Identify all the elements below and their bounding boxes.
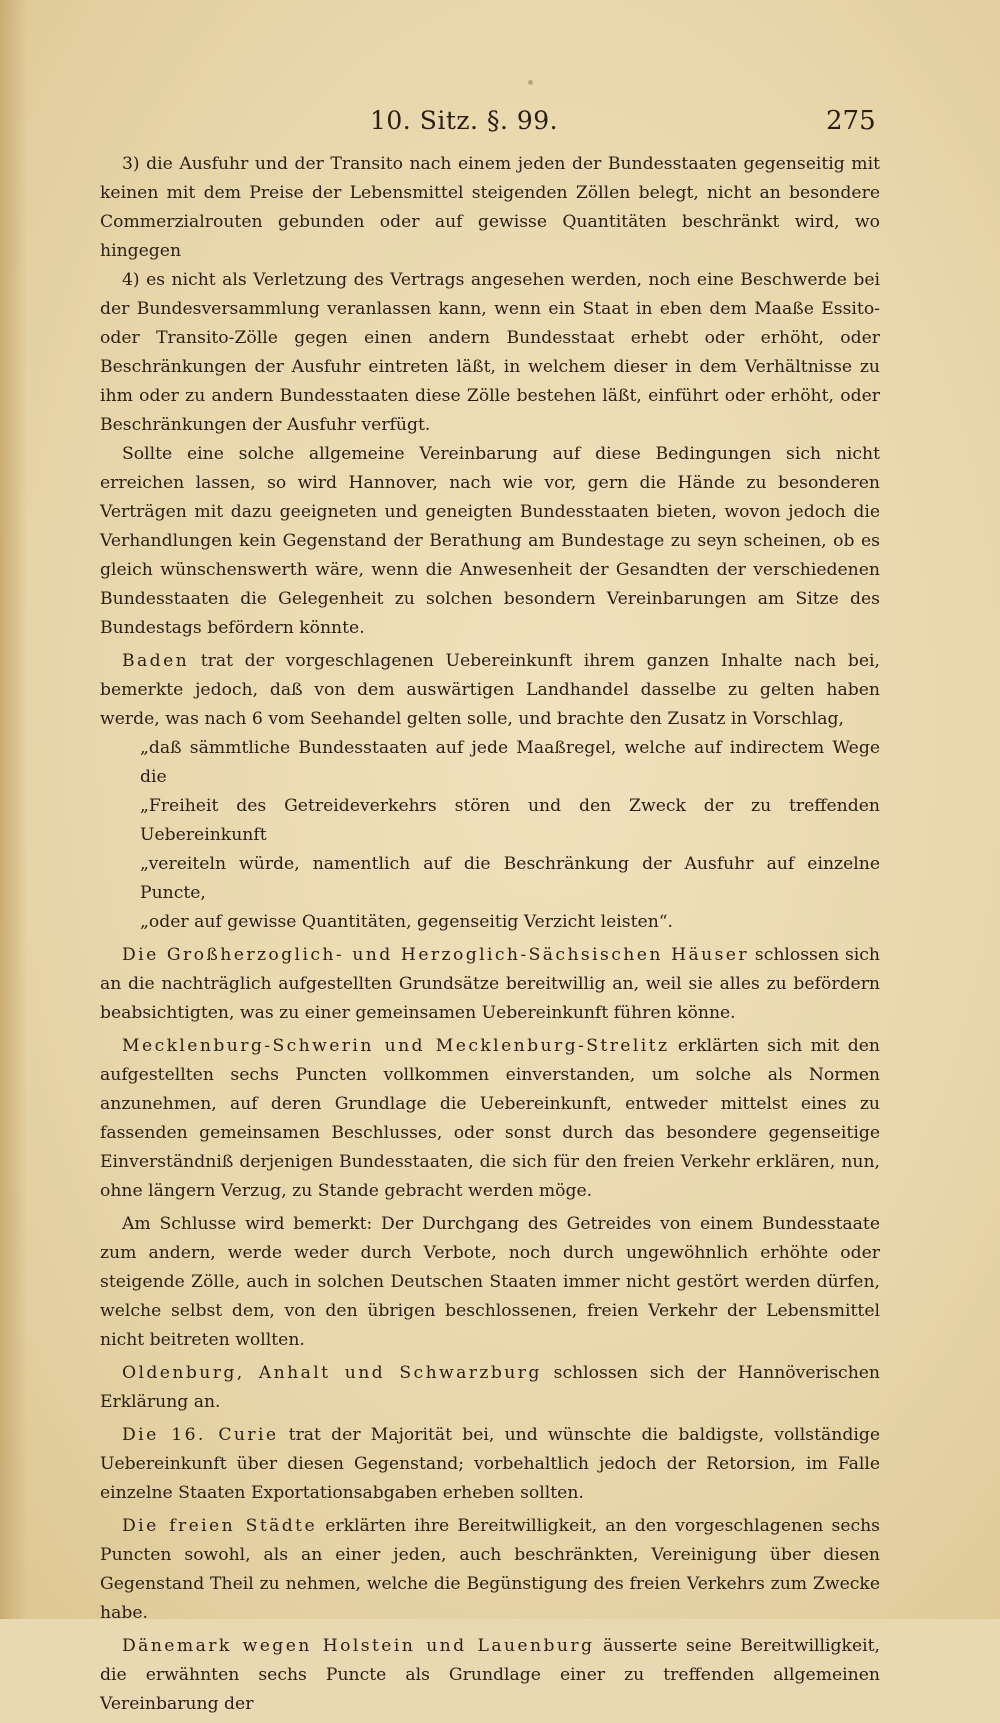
paragraph-text: erklärten ihre Bereitwilligkeit, an den vorgeschlagenen sechs Puncten sowohl, als an einer jeden, auch beschränkten, Vereinigung über diesen Gegenstand Theil zu nehmen, welche die Begünstigung des freien Verkehrs zum Zwecke habe.	[100, 1516, 881, 1623]
running-head: 10. Sitz. §. 99.	[370, 106, 559, 135]
paragraph-closing-remark	[100, 1210, 880, 1355]
body-text	[100, 150, 880, 1723]
paragraph-baden	[100, 647, 880, 734]
paragraph-item-4: 4) es nicht als Verletzung des Vertrags angesehen werden, noch eine Beschwerde bei der Bundesversammlung veranlassen kann, wenn ein Staat in eben dem Maaße Essito- oder Transito-Zölle gegen einen andern Bundesstaat erhebt oder erhöht, oder Beschränkungen der Ausfuhr eintreten läßt, in welchem dieser in dem Verhältnisse zu ihm oder zu andern Bundesstaaten diese Zölle bestehen läßt, einführt oder erhöht, oder Beschränkungen der Ausfuhr verfügt.	[100, 270, 880, 435]
paragraph-item-3: 3) die Ausfuhr und der Transito nach einem jeden der Bundesstaaten gegenseitig mit keinen mit dem Preise der Lebensmittel steigenden Zöllen belegt, nicht an besondere Commerzialrouten gebunden oder auf gewisse Quantitäten beschränkt wird, wo hingegen	[100, 154, 880, 261]
quote-line: „Freiheit des Getreideverkehrs stören und den Zweck der zu treffenden Uebereinkunft	[140, 796, 880, 845]
paragraph-text: schlossen sich an die nachträglich aufgestellten Grundsätze bereitwillig an, weil sie alles zu befördern beabsichtigten, was zu einer gemeinsamen Uebereinkunft führen könne.	[100, 945, 880, 1023]
quote-line: „daß sämmtliche Bundesstaaten auf jede Maaßregel, welche auf indirectem Wege die	[140, 738, 880, 787]
paragraph-denmark	[100, 1632, 880, 1719]
paragraph-saxon-houses	[100, 941, 880, 1028]
speaker-name: Die Großherzoglich- und Herzoglich-Sächsischen Häuser	[122, 945, 749, 965]
quote-line: „oder auf gewisse Quantitäten, gegenseitig Verzicht leisten“.	[140, 912, 674, 932]
paragraph-oldenburg	[100, 1359, 880, 1417]
paragraph-text: erklärten sich mit den aufgestellten sechs Puncten vollkommen einverstanden, um solche als Normen anzunehmen, auf deren Grundlage die Uebereinkunft, entweder mittelst eines zu fassenden gemeinsamen Beschlusses, oder sonst durch das besondere gegenseitige Einverständniß derjenigen Bundesstaaten, die sich für den freien Verkehr erklären, nun, ohne längern Verzug, zu Stande gebracht werden möge.	[100, 1036, 880, 1201]
page-header	[0, 106, 1000, 142]
ink-speck	[528, 80, 533, 85]
paragraph-text: Am Schlusse wird bemerkt: Der Durchgang des Getreides von einem Bundesstaate zum andern, werde weder durch Verbote, noch durch ungewöhnlich erhöhte oder steigende Zölle, auch in solchen Deutschen Staaten immer nicht gestört werden dürfen, welche selbst dem, von den übrigen beschlossenen, freien Verkehr der Lebensmittel nicht beitreten wollten.	[100, 1214, 880, 1350]
speaker-name: Mecklenburg-Schwerin und Mecklenburg-Strelitz	[122, 1036, 670, 1056]
speaker-name: Dänemark wegen Holstein und Lauenburg	[122, 1636, 595, 1656]
paragraph-curie-16	[100, 1421, 880, 1508]
page-number: 275	[826, 106, 876, 136]
paragraph-text: äusserte seine Bereitwilligkeit, die erwähnten sechs Puncte als Grundlage einer zu treffenden allgemeinen Vereinbarung der	[100, 1636, 880, 1714]
speaker-name: Baden	[122, 651, 190, 671]
speaker-name: Oldenburg, Anhalt und Schwarzburg	[122, 1363, 542, 1383]
quoted-proposal	[140, 734, 880, 937]
speaker-name: Die freien Städte	[122, 1516, 318, 1536]
quote-line: „vereiteln würde, namentlich auf die Beschränkung der Ausfuhr auf einzelne Puncte,	[140, 854, 880, 903]
paragraph-text: trat der Majorität bei, und wünschte die baldigste, vollständige Uebereinkunft über diesen Gegenstand; vorbehaltlich jedoch der Retorsion, im Falle einzelne Staaten Exportationsabgaben erheben sollten.	[100, 1425, 880, 1503]
paragraph-mecklenburg	[100, 1032, 880, 1206]
page-edge-shadow	[0, 0, 28, 1619]
paragraph-free-cities	[100, 1512, 880, 1628]
speaker-name: Die 16. Curie	[122, 1425, 279, 1445]
paragraph-text: schlossen sich der Hannöverischen Erklärung an.	[100, 1363, 880, 1412]
paragraph-text: trat der vorgeschlagenen Uebereinkunft ihrem ganzen Inhalte nach bei, bemerkte jedoch, daß von dem auswärtigen Landhandel dasselbe zu gelten haben werde, was nach 6 vom Seehandel gelten solle, und brachte den Zusatz in Vorschlag,	[100, 651, 880, 729]
paragraph-hannover: Sollte eine solche allgemeine Vereinbarung auf diese Bedingungen sich nicht erreichen lassen, so wird Hannover, nach wie vor, gern die Hände zu besonderen Verträgen mit dazu geeigneten und geneigten Bundesstaaten bieten, wovon jedoch die Verhandlungen kein Gegenstand der Berathung am Bundestage zu seyn scheinen, ob es gleich wünschenswerth wäre, wenn die Anwesenheit der Gesandten der verschiedenen Bundesstaaten die Gelegenheit zu solchen besondern Vereinbarungen am Sitze des Bundestags befördern könnte.	[100, 444, 880, 638]
